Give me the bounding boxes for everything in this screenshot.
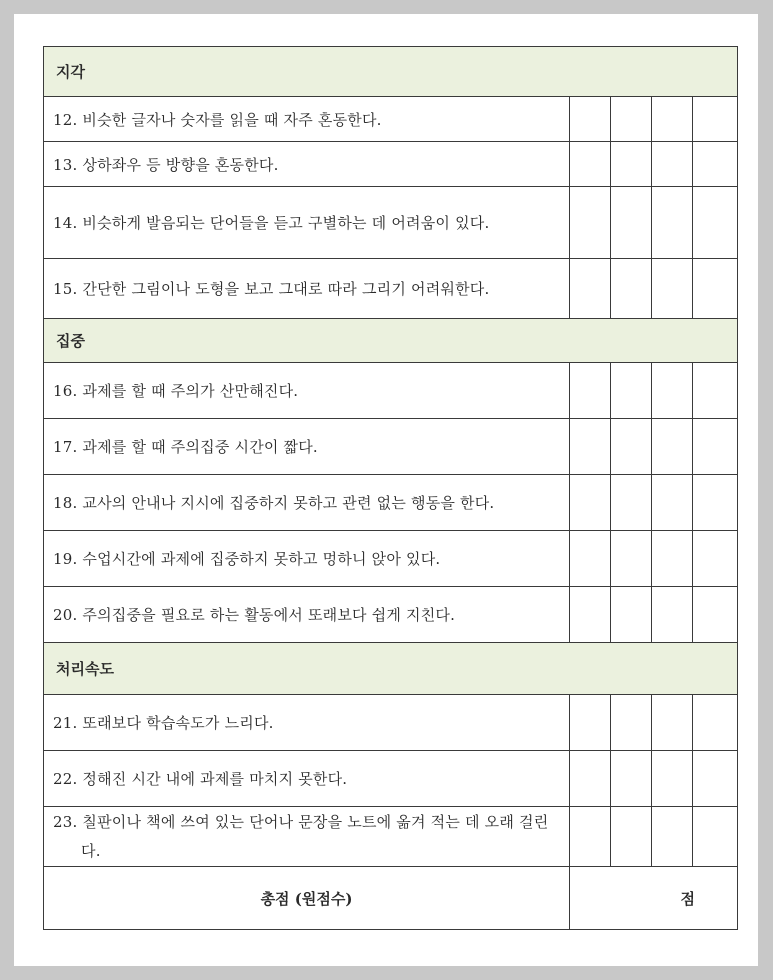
rating-cell[interactable] (693, 97, 738, 142)
rating-cell[interactable] (693, 419, 738, 475)
table-row (44, 97, 738, 142)
table-row (44, 142, 738, 187)
rating-cell[interactable] (652, 751, 693, 807)
item-text: 21. 또래보다 학습속도가 느리다. (44, 695, 570, 751)
rating-cell[interactable] (611, 531, 652, 587)
item-text: 12. 비슷한 글자나 숫자를 읽을 때 자주 혼동한다. (44, 97, 570, 142)
rating-cell[interactable] (652, 475, 693, 531)
rating-cell[interactable] (652, 187, 693, 259)
table-row (44, 807, 738, 867)
rating-cell[interactable] (611, 97, 652, 142)
item-text: 23. 칠판이나 책에 쓰여 있는 단어나 문장을 노트에 옮겨 적는 데 오래 걸린다. (53, 813, 549, 860)
rating-cell[interactable] (693, 187, 738, 259)
rating-cell[interactable] (570, 587, 611, 643)
rating-cell[interactable] (652, 695, 693, 751)
item-text-cell (44, 807, 570, 867)
rating-cell[interactable] (652, 259, 693, 319)
rating-cell[interactable] (570, 751, 611, 807)
rating-cell[interactable] (570, 97, 611, 142)
rating-cell[interactable] (570, 419, 611, 475)
table-row (44, 587, 738, 643)
checklist-table (43, 46, 738, 930)
rating-cell[interactable] (693, 531, 738, 587)
section-title: 처리속도 (44, 643, 738, 695)
section-title: 집중 (44, 319, 738, 363)
item-text: 13. 상하좌우 등 방향을 혼동한다. (44, 142, 570, 187)
rating-cell[interactable] (693, 751, 738, 807)
rating-cell[interactable] (693, 475, 738, 531)
document-page (14, 14, 758, 966)
table-row (44, 751, 738, 807)
section-title: 지각 (44, 47, 738, 97)
table-row (44, 475, 738, 531)
rating-cell[interactable] (693, 259, 738, 319)
rating-cell[interactable] (570, 187, 611, 259)
rating-cell[interactable] (652, 363, 693, 419)
rating-cell[interactable] (652, 587, 693, 643)
rating-cell[interactable] (611, 695, 652, 751)
rating-cell[interactable] (570, 363, 611, 419)
item-text: 19. 수업시간에 과제에 집중하지 못하고 멍하니 앉아 있다. (44, 531, 570, 587)
rating-cell[interactable] (693, 695, 738, 751)
total-score-field[interactable]: 점 (570, 867, 738, 930)
rating-cell[interactable] (570, 259, 611, 319)
item-text: 15. 간단한 그림이나 도형을 보고 그대로 따라 그리기 어려워한다. (44, 259, 570, 319)
rating-cell[interactable] (652, 807, 693, 867)
rating-cell[interactable] (611, 142, 652, 187)
table-row (44, 419, 738, 475)
rating-cell[interactable] (611, 419, 652, 475)
table-row (44, 259, 738, 319)
rating-cell[interactable] (570, 142, 611, 187)
rating-cell[interactable] (652, 142, 693, 187)
rating-cell[interactable] (652, 531, 693, 587)
section-header-row (44, 319, 738, 363)
rating-cell[interactable] (611, 363, 652, 419)
rating-cell[interactable] (693, 587, 738, 643)
rating-cell[interactable] (570, 807, 611, 867)
rating-cell[interactable] (570, 531, 611, 587)
rating-cell[interactable] (611, 259, 652, 319)
section-header-row (44, 643, 738, 695)
rating-cell[interactable] (652, 97, 693, 142)
item-text: 14. 비슷하게 발음되는 단어들을 듣고 구별하는 데 어려움이 있다. (44, 187, 570, 259)
rating-cell[interactable] (611, 751, 652, 807)
rating-cell[interactable] (693, 807, 738, 867)
table-row (44, 531, 738, 587)
item-text: 20. 주의집중을 필요로 하는 활동에서 또래보다 쉽게 지친다. (44, 587, 570, 643)
rating-cell[interactable] (611, 587, 652, 643)
item-text: 18. 교사의 안내나 지시에 집중하지 못하고 관련 없는 행동을 한다. (44, 475, 570, 531)
table-row (44, 363, 738, 419)
rating-cell[interactable] (611, 475, 652, 531)
rating-cell[interactable] (570, 695, 611, 751)
rating-cell[interactable] (693, 363, 738, 419)
rating-cell[interactable] (693, 142, 738, 187)
rating-cell[interactable] (570, 475, 611, 531)
table-row (44, 695, 738, 751)
rating-cell[interactable] (611, 187, 652, 259)
item-text: 22. 정해진 시간 내에 과제를 마치지 못한다. (44, 751, 570, 807)
section-header-row (44, 47, 738, 97)
rating-cell[interactable] (652, 419, 693, 475)
rating-cell[interactable] (611, 807, 652, 867)
total-row (44, 867, 738, 930)
item-text: 16. 과제를 할 때 주의가 산만해진다. (44, 363, 570, 419)
total-label: 총점 (원점수) (44, 867, 570, 930)
table-row (44, 187, 738, 259)
item-text: 17. 과제를 할 때 주의집중 시간이 짧다. (44, 419, 570, 475)
